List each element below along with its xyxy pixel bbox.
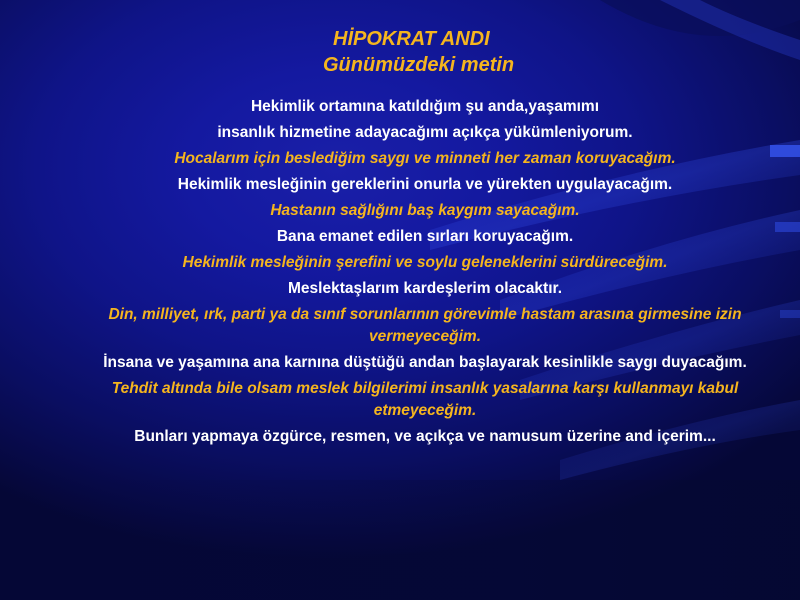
- oath-paragraph: Meslektaşlarım kardeşlerim olacaktır.: [288, 280, 562, 297]
- oath-paragraph: Din, milliyet, ırk, parti ya da sınıf sorunlarının görevimle hastam arasına girmesine izin vermeyeceğim.: [108, 306, 742, 345]
- oath-paragraph: İnsana ve yaşamına ana karnına düştüğü andan başlayarak kesinlikle saygı duyacağım.: [103, 354, 747, 371]
- oath-paragraph: insanlık hizmetine adayacağımı açıkça yükümleniyorum.: [217, 124, 633, 141]
- decor-accent: [780, 310, 800, 318]
- oath-paragraph: Bana emanet edilen sırları koruyacağım.: [276, 228, 574, 245]
- oath-paragraph: Hocalarım için beslediğim saygı ve minneti her zaman koruyacağım.: [174, 150, 676, 167]
- decor-accent: [775, 222, 800, 232]
- oath-paragraph: Hekimlik mesleğinin şerefini ve soylu geleneklerini sürdüreceğim.: [182, 254, 668, 271]
- oath-paragraph: Tehdit altında bile olsam meslek bilgilerimi insanlık yasalarına karşı kullanmayı kabul etmeyeceğim.: [111, 380, 739, 419]
- decor-accent: [770, 145, 800, 157]
- slide-title: HİPOKRAT ANDI: [333, 28, 490, 50]
- oath-paragraph: Bunları yapmaya özgürce, resmen, ve açıkça ve namusum üzerine and içerim...: [134, 428, 716, 445]
- oath-paragraph: Hekimlik ortamına katıldığım şu anda,yaşamımı: [250, 98, 600, 115]
- oath-paragraph: Hekimlik mesleğinin gereklerini onurla ve yürekten uygulayacağım.: [177, 176, 673, 193]
- slide-subtitle: Günümüzdeki metin: [323, 54, 515, 76]
- oath-paragraph: Hastanın sağlığını baş kaygım sayacağım.: [270, 202, 580, 219]
- oath-text: [100, 96, 750, 452]
